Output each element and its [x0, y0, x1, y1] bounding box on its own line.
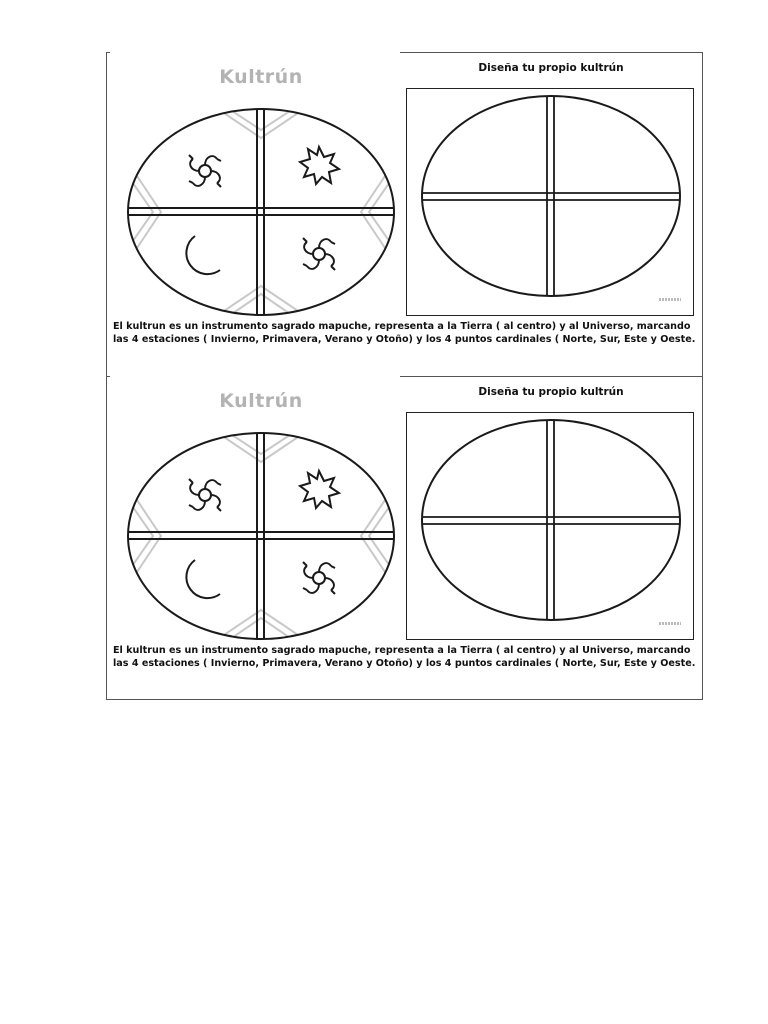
card-border-right — [702, 52, 703, 376]
kultrun-description: El kultrun es un instrumento sagrado mapuche, representa a la Tierra ( al centro) y al Universo, marcando las 4 estaciones ( Invierno, Primavera, Verano y Otoño) y los 4 puntos cardinales ( Norte, Sur, Este y Oeste. — [113, 321, 696, 345]
crescent-moon-icon — [186, 560, 220, 598]
card-border-right — [702, 376, 703, 700]
blank-kultrun-drawing — [407, 413, 693, 639]
reference-kultrun-image — [123, 58, 399, 318]
spiral-sun-icon — [303, 562, 335, 594]
design-instruction: Diseña tu propio kultrún — [478, 62, 624, 74]
design-instruction: Diseña tu propio kultrún — [478, 386, 624, 398]
star-icon — [300, 147, 339, 184]
kultrun-card-2 — [106, 376, 703, 700]
spiral-sun-icon — [303, 238, 335, 270]
card-border-top — [106, 376, 703, 377]
reference-kultrun-image — [123, 382, 399, 642]
blank-kultrun-drawing — [407, 89, 693, 315]
blank-kultrun-template — [406, 88, 694, 316]
crescent-moon-icon — [186, 236, 220, 274]
kultrun-worksheet — [106, 52, 703, 701]
spiral-sun-icon — [189, 479, 221, 511]
blank-kultrun-template — [406, 412, 694, 640]
reference-title: Kultrún — [219, 390, 303, 412]
kultrun-card-1 — [106, 52, 703, 376]
card-border-bottom — [106, 699, 703, 700]
card-border-left — [106, 376, 107, 700]
star-icon — [300, 471, 339, 508]
reference-kultrun-drawing — [123, 58, 399, 320]
watermark-mark — [659, 298, 681, 301]
watermark-mark — [659, 622, 681, 625]
card-border-left — [106, 52, 107, 376]
spiral-sun-icon — [189, 155, 221, 187]
card-border-top — [106, 52, 703, 53]
reference-kultrun-drawing — [123, 382, 399, 644]
reference-title: Kultrún — [219, 66, 303, 88]
kultrun-description: El kultrun es un instrumento sagrado mapuche, representa a la Tierra ( al centro) y al Universo, marcando las 4 estaciones ( Invierno, Primavera, Verano y Otoño) y los 4 puntos cardinales ( Norte, Sur, Este y Oeste. — [113, 645, 696, 669]
